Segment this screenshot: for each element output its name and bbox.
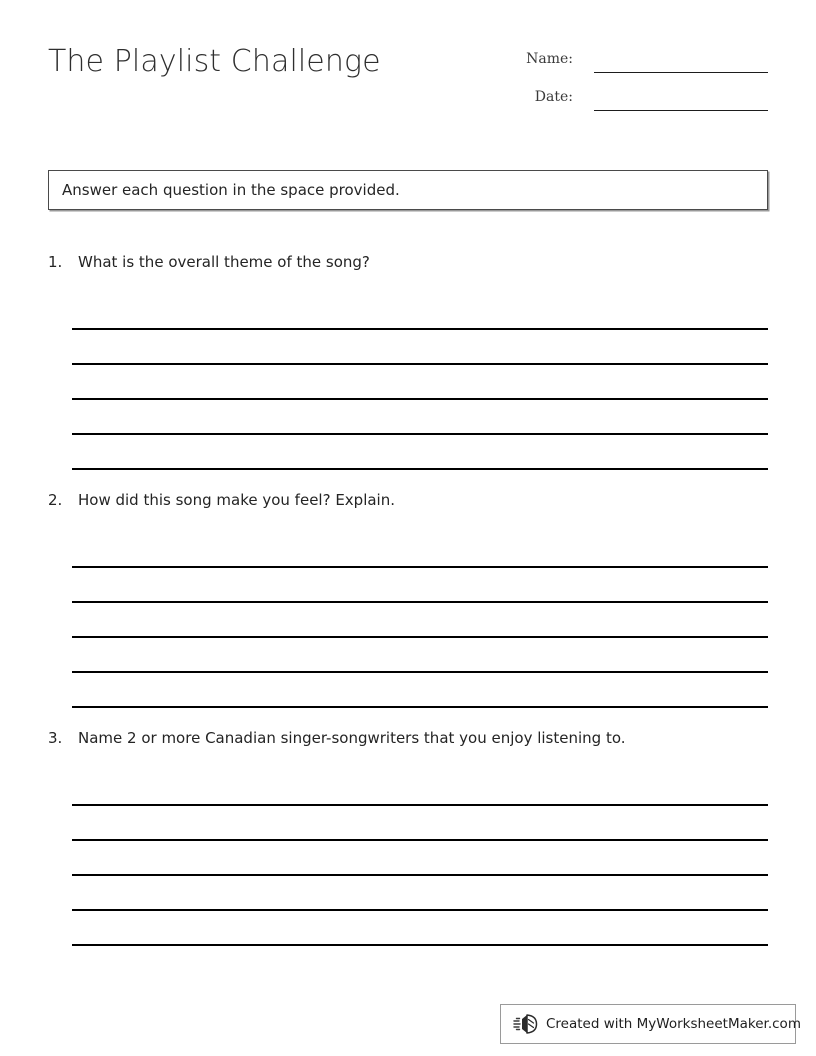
question-block-2 [48,489,768,515]
answer-line[interactable] [72,435,768,470]
answer-line[interactable] [72,771,768,806]
answer-lines-1 [72,295,768,470]
worksheet-header [48,42,768,132]
answer-lines-3 [72,771,768,946]
answer-line[interactable] [72,638,768,673]
answer-line[interactable] [72,603,768,638]
instruction-box [48,170,768,210]
name-field-row [516,50,768,88]
question-number-1: 1. [48,253,63,271]
answer-line[interactable] [72,806,768,841]
answer-line[interactable] [72,365,768,400]
answer-line[interactable] [72,533,768,568]
date-input-line[interactable] [594,110,768,111]
question-heading-1 [48,251,768,277]
instruction-text: Answer each question in the space provided. [62,181,400,199]
question-text-3: Name 2 or more Canadian singer-songwriters that you enjoy listening to. [78,729,626,747]
question-text-2: How did this song make you feel? Explain. [78,491,395,509]
name-date-fields [516,50,768,126]
question-number-3: 3. [48,729,63,747]
footer-attribution-badge[interactable] [500,1004,801,1044]
page-title: The Playlist Challenge [48,44,381,79]
answer-line[interactable] [72,876,768,911]
name-input-line[interactable] [594,72,768,73]
name-field-label: Name: [526,51,573,67]
answer-line[interactable] [72,295,768,330]
answer-line[interactable] [72,568,768,603]
date-field-row [516,88,768,126]
answer-line[interactable] [72,400,768,435]
footer-attribution-text: Created with MyWorksheetMaker.com [546,1016,801,1032]
question-block-3 [48,727,768,753]
question-heading-3 [48,727,768,753]
answer-line[interactable] [72,841,768,876]
question-heading-2 [48,489,768,515]
question-text-1: What is the overall theme of the song? [78,253,370,271]
answer-line[interactable] [72,673,768,708]
date-field-label: Date: [534,89,573,105]
question-number-2: 2. [48,491,63,509]
speaker-sound-icon [513,1013,539,1035]
answer-line[interactable] [72,330,768,365]
answer-line[interactable] [72,911,768,946]
question-block-1 [48,251,768,277]
answer-lines-2 [72,533,768,708]
